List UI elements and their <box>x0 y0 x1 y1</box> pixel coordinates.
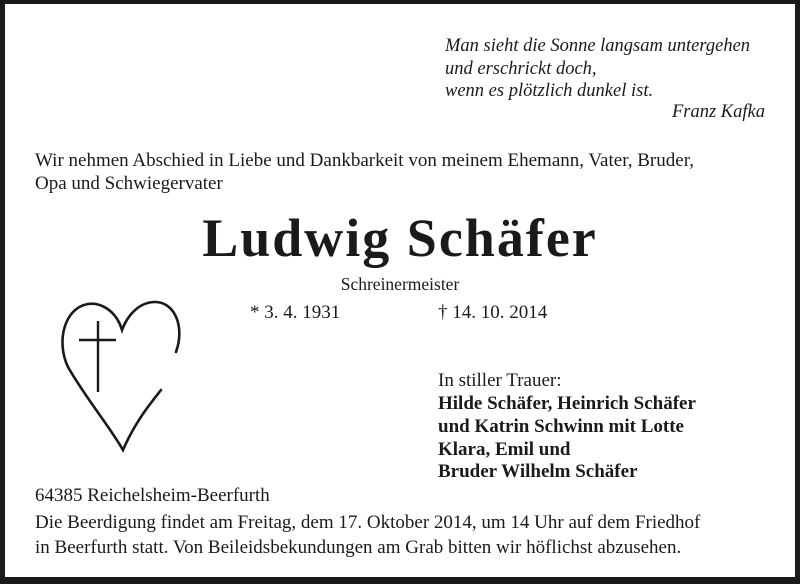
mourners-heading: In stiller Trauer: <box>438 370 562 391</box>
quote-line: Man sieht die Sonne langsam untergehen <box>445 36 751 56</box>
intro-line: Wir nehmen Abschied in Liebe und Dankbarkeit von meinem Ehemann, Vater, Bruder, <box>35 150 695 171</box>
birth-date: * 3. 4. 1931 <box>250 302 341 323</box>
mourner-line: Klara, Emil und <box>438 439 571 460</box>
quote-author: Franz Kafka <box>671 102 765 122</box>
mourner-line: Hilde Schäfer, Heinrich Schäfer <box>438 393 696 414</box>
occupation: Schreinermeister <box>340 274 460 294</box>
heart-cross-icon <box>50 292 230 472</box>
death-date: † 14. 10. 2014 <box>438 302 548 323</box>
address: 64385 Reichelsheim-Beerfurth <box>35 485 270 506</box>
mourner-line: und Katrin Schwinn mit Lotte <box>438 416 684 437</box>
funeral-line: Die Beerdigung findet am Freitag, dem 17. Oktober 2014, um 14 Uhr auf dem Friedhof <box>35 512 701 533</box>
quote-line: und erschrickt doch, <box>445 59 597 79</box>
funeral-line: in Beerfurth statt. Von Beileidsbekundungen am Grab bitten wir höflichst abzusehen. <box>35 537 682 558</box>
mourner-line: Bruder Wilhelm Schäfer <box>438 461 638 482</box>
deceased-name: Ludwig Schäfer <box>202 208 598 268</box>
intro-line: Opa und Schwiegervater <box>35 173 223 194</box>
quote-line: wenn es plötzlich dunkel ist. <box>445 81 654 101</box>
